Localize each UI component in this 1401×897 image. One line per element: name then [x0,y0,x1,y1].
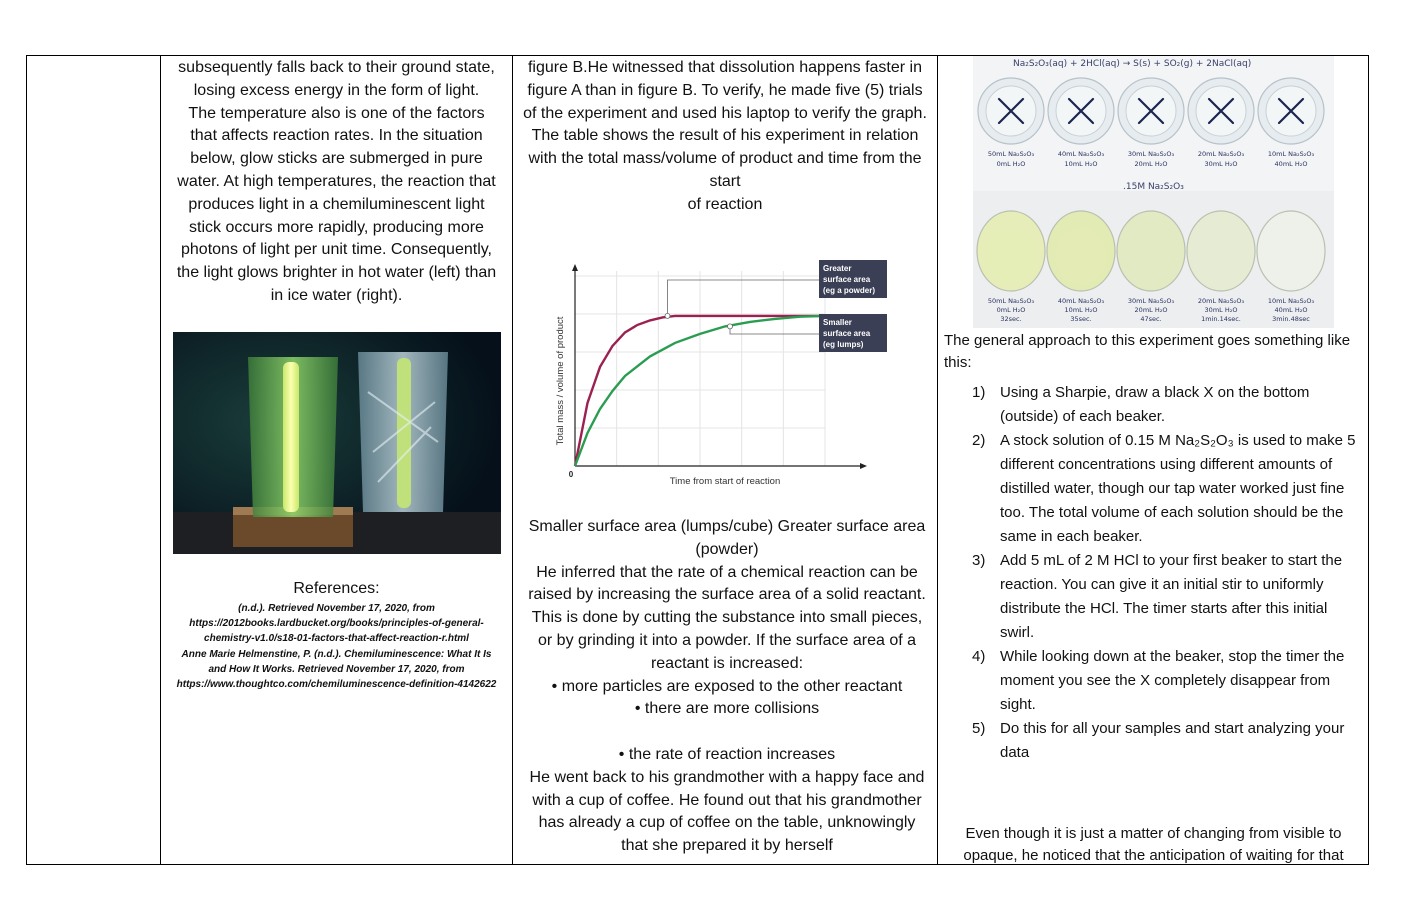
beaker-label: 0mL H₂O [996,160,1026,168]
reference-entry: Anne Marie Helmenstine, P. (n.d.). Chemiluminescence: What It Is and How It Works. Retrieved November 17, 2020, from https://www.thoughtco.com/chemiluminescence-definition-4142622 [176,648,497,691]
beaker-label: 20mL H₂O [1134,306,1168,314]
beaker-label: 35sec. [1070,315,1092,323]
steps-list [944,381,1363,765]
step-item: 3) Add 5 mL of 2 M HCl to your first beaker to start the reaction. You can give it an initial stir to uniformly distribute the HCl. The timer starts after this initial swirl. [972,552,1343,641]
step-item: 5) Do this for all your samples and start analyzing your data [972,720,1345,761]
beaker-solution [1125,228,1177,284]
callout-line [668,280,820,316]
beaker-label: 0mL H₂O [996,306,1026,314]
column-temperature [161,56,512,864]
references-title: References: [293,580,380,597]
series-label: surface area [823,275,871,284]
beaker-photo [973,56,1334,328]
surface-area-chart [531,226,931,496]
paragraph-ground-state: subsequently falls back to their ground state, losing excess energy in the form of light. [178,59,495,99]
beaker-label: 10mL H₂O [1064,160,1098,168]
glow-stick-illustration [173,332,501,554]
series-label: (eg lumps) [823,340,864,349]
series-label: (eg a powder) [823,286,876,295]
beaker-label: 40mL H₂O [1274,306,1308,314]
step-item: 4) While looking down at the beaker, stop the timer the moment you see the X completely disappear from sight. [972,648,1345,713]
beaker-solution [1195,228,1247,284]
step-item: 2) A stock solution of 0.15 M Na₂S₂O₃ is used to make 5 different concentrations using different amounts of distilled water, though our tap water worked just fine too. The total volume of each solution should be the same in each beaker. [972,432,1356,545]
x-axis-label: Time from start of reaction [669,476,781,487]
series-label: Greater [823,264,852,273]
series-label: Smaller [823,318,852,327]
beaker-label: 30mL Na₂S₂O₃ [1127,150,1175,158]
beaker-solution [985,228,1037,284]
references-list [165,601,508,692]
beaker-label: 20mL Na₂S₂O₃ [1197,150,1245,158]
beaker-label: 10mL Na₂S₂O₃ [1267,297,1315,305]
column-surface-area [513,56,937,864]
beaker-solution [1055,228,1107,284]
glow-stick-photo [173,332,501,554]
column-experiment [938,56,1369,864]
paragraph-temperature: The temperature also is one of the factors that affects reaction rates. In the situation below, glow sticks are submerged in pure water. At high temperatures, the reaction that produces light in a chemiluminescent light stick occurs more rapidly, producing more photons of light per unit time. Consequently, the light glows brighter in hot water (left) than in ice water (right). [176,104,497,304]
callout-point [728,324,733,329]
paragraph-intro: figure B.He witnessed that dissolution happens faster in figure A than in figure B. To verify, he made five (5) trials of the experiment and used his laptop to verify the graph. The table shows the result of his experiment in relation with the total mass/volume of product and time from the start [523,59,927,190]
spacer [527,721,927,744]
bullet-rate: • the rate of reaction increases [618,745,836,763]
beaker-label: 40mL Na₂S₂O₃ [1057,297,1105,305]
beaker-illustration [973,56,1334,328]
beaker-label: 50mL Na₂S₂O₃ [987,150,1035,158]
photo-concentration: .15M Na₂S₂O₃ [1123,182,1184,192]
beaker-label: 47sec. [1140,315,1162,323]
photo-equation: Na₂S₂O₃(aq) + 2HCl(aq) → S(s) + SO₂(g) + 2NaCl(aq) [1013,59,1252,69]
beaker-label: 32sec. [1000,315,1022,323]
y-axis-label: Total mass / volume of product [555,316,566,446]
y-axis-arrow [572,264,578,271]
beaker-label: 30mL Na₂S₂O₃ [1127,297,1175,305]
beaker-solution [1265,228,1317,284]
paragraph-body: He inferred that the rate of a chemical reaction can be raised by increasing the surface area of a solid reactant. This is done by cutting the substance into small pieces, or by grinding it into a powder. If the surface area of a reactant is increased: [528,563,926,672]
paragraph-intro-end: of reaction [687,195,763,213]
beaker-label: 30mL H₂O [1204,160,1238,168]
beaker-label: 10mL Na₂S₂O₃ [1267,150,1315,158]
paragraph-ending: He went back to his grandmother with a happy face and with a cup of coffee. He found out that his grandmother has already a cup of coffee on the table, unknowingly that she prepared it by herself [529,768,925,855]
chart-svg [531,226,931,496]
beaker-label: 40mL H₂O [1274,160,1308,168]
beaker-label: 3min.48sec [1272,315,1310,323]
callout-line [730,326,819,334]
callout-point [665,313,670,318]
x-axis-arrow [860,463,867,469]
reference-entry: (n.d.). Retrieved November 17, 2020, from https://2012books.lardbucket.org/books/principles-of-general-chemistry-v1.0/s18-01-factors-that-affect-reaction-r.html [189,603,484,645]
paragraph-approach: The general approach to this experiment goes something like this: [944,332,1351,371]
paragraph-ending: Even though it is just a matter of changing from visible to opaque, he noticed that the anticipation of waiting for that [963,825,1344,864]
beaker-label: 10mL H₂O [1064,306,1098,314]
bullet-particles: • more particles are exposed to the other reactant [551,677,903,695]
chart-caption: Smaller surface area (lumps/cube) Greater surface area (powder) [528,518,926,558]
beaker-label: 20mL Na₂S₂O₃ [1197,297,1245,305]
beaker-label: 40mL Na₂S₂O₃ [1057,150,1105,158]
content-table [26,55,1369,865]
beaker-label: 20mL H₂O [1134,160,1168,168]
beaker-label: 30mL H₂O [1204,306,1238,314]
beaker-label: 50mL Na₂S₂O₃ [987,297,1035,305]
series-label: surface area [823,329,871,338]
beaker-label: 1min.14sec. [1201,315,1241,323]
origin-label: 0 [568,470,574,479]
bullet-collisions: • there are more collisions [634,700,820,718]
step-item: 1) Using a Sharpie, draw a black X on the bottom (outside) of each beaker. [972,384,1310,425]
